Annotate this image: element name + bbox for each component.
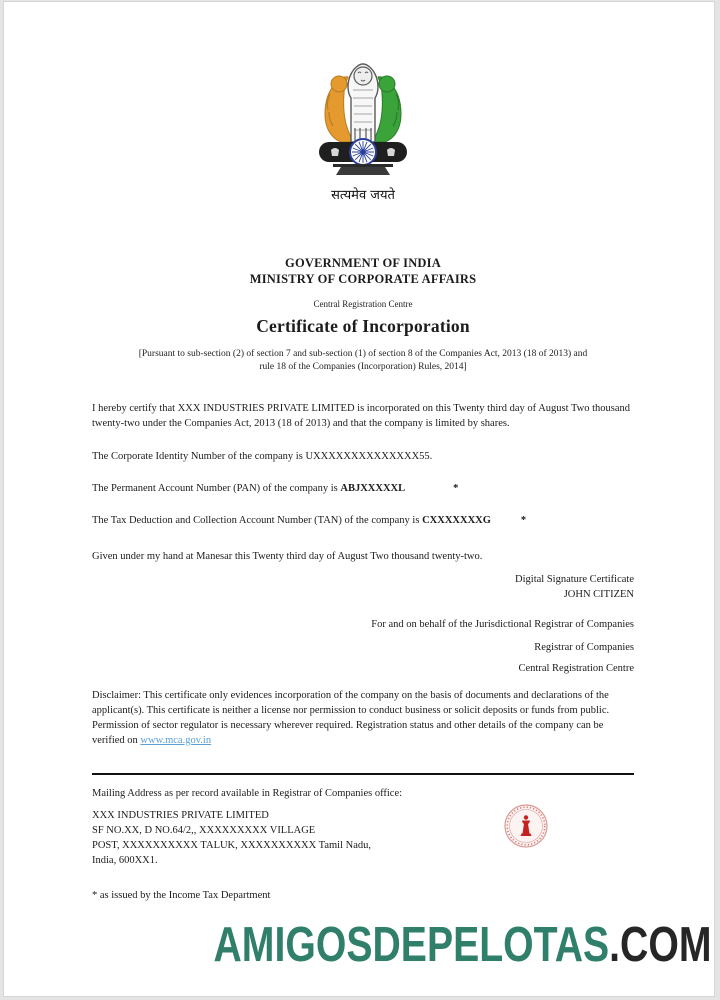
address-line-3: POST, XXXXXXXXXX TALUK, XXXXXXXXXX Tamil Nadu, [92,839,371,851]
watermark-tld: .COM [609,918,712,972]
subtitle-line-1: [Pursuant to sub-section (2) of section 7 and sub-section (1) of section 8 of the Companies Act, 2013 (18 of 2013) and [138,348,588,359]
address-line-2: SF NO.XX, D NO.64/2,, XXXXXXXXX VILLAGE [92,824,316,836]
company-name-line: XXX INDUSTRIES PRIVATE LIMITED [92,809,269,821]
mailing-address-heading: Mailing Address as per record available in Registrar of Companies office: [92,787,403,799]
section-divider [92,773,634,775]
government-of-india-line: GOVERNMENT OF INDIA [285,256,441,270]
government-heading [92,255,634,288]
tan-prefix: The Tax Deduction and Collection Account Number (TAN) of the company is [92,514,423,526]
emblem-block [92,2,634,203]
signature-block [92,573,634,676]
disclaimer-paragraph [92,689,634,749]
address-line-4: India, 600XX1. [92,854,158,866]
pan-value: ABJXXXXXL [340,482,406,494]
subtitle-line-2: rule 18 of the Companies (Incorporation) Rules, 2014] [259,361,467,372]
tan-asterisk: * [520,514,527,526]
india-national-emblem-icon [303,165,423,182]
cin-line: The Corporate Identity Number of the company is UXXXXXXXXXXXXXX55. [92,450,433,462]
mca-gov-link[interactable]: www.mca.gov.in [140,734,212,746]
red-seal-stamp-icon [503,803,549,849]
pursuant-subtitle [92,348,634,375]
given-under-hand-line: Given under my hand at Manesar this Twenty third day of August Two thousand twenty-two. [92,551,483,563]
signatory-name: JOHN CITIZEN [563,588,634,600]
pan-asterisk: * [453,482,459,494]
digital-signature-label: Digital Signature Certificate [515,574,634,586]
tan-line [92,513,634,528]
income-tax-footnote: * as issued by the Income Tax Department [92,889,271,901]
certificate-page [4,2,714,996]
pan-prefix: The Permanent Account Number (PAN) of the company is [92,482,341,494]
pan-line [92,481,634,496]
on-behalf-line: For and on behalf of the Jurisdictional Registrar of Companies [371,618,634,630]
tan-value: CXXXXXXXG [422,514,491,526]
central-registration-centre-sign-line: Central Registration Centre [518,663,634,675]
ministry-line: MINISTRY OF CORPORATE AFFAIRS [249,272,477,287]
registrar-of-companies-line: Registrar of Companies [534,641,634,653]
watermark-name: AMIGOSDEPELOTAS [213,918,610,972]
disclaimer-text: Disclaimer: This certificate only evidences incorporation of the company on the basis of documents and declarations of the applicant(s). This certificate is neither a license nor permission to conduct business or solicit deposits or funds from public. Permission of sector regulator is necessary wherever required. Registration status and other details of the company can be verified on [92,690,610,746]
certify-paragraph: I hereby certify that XXX INDUSTRIES PRIVATE LIMITED is incorporated on this Twenty third day of August Two thousand twenty-two under the Companies Act, 2013 (18 of 2013) and that the company is limited by shares. [92,403,631,430]
mailing-address-block [92,809,634,869]
emblem-motto: सत्यमेव जयते [331,188,395,203]
certificate-title: Certificate of Incorporation [256,315,470,336]
central-registration-centre-line: Central Registration Centre [313,298,413,309]
certificate-content [4,2,714,996]
site-watermark [213,918,712,972]
